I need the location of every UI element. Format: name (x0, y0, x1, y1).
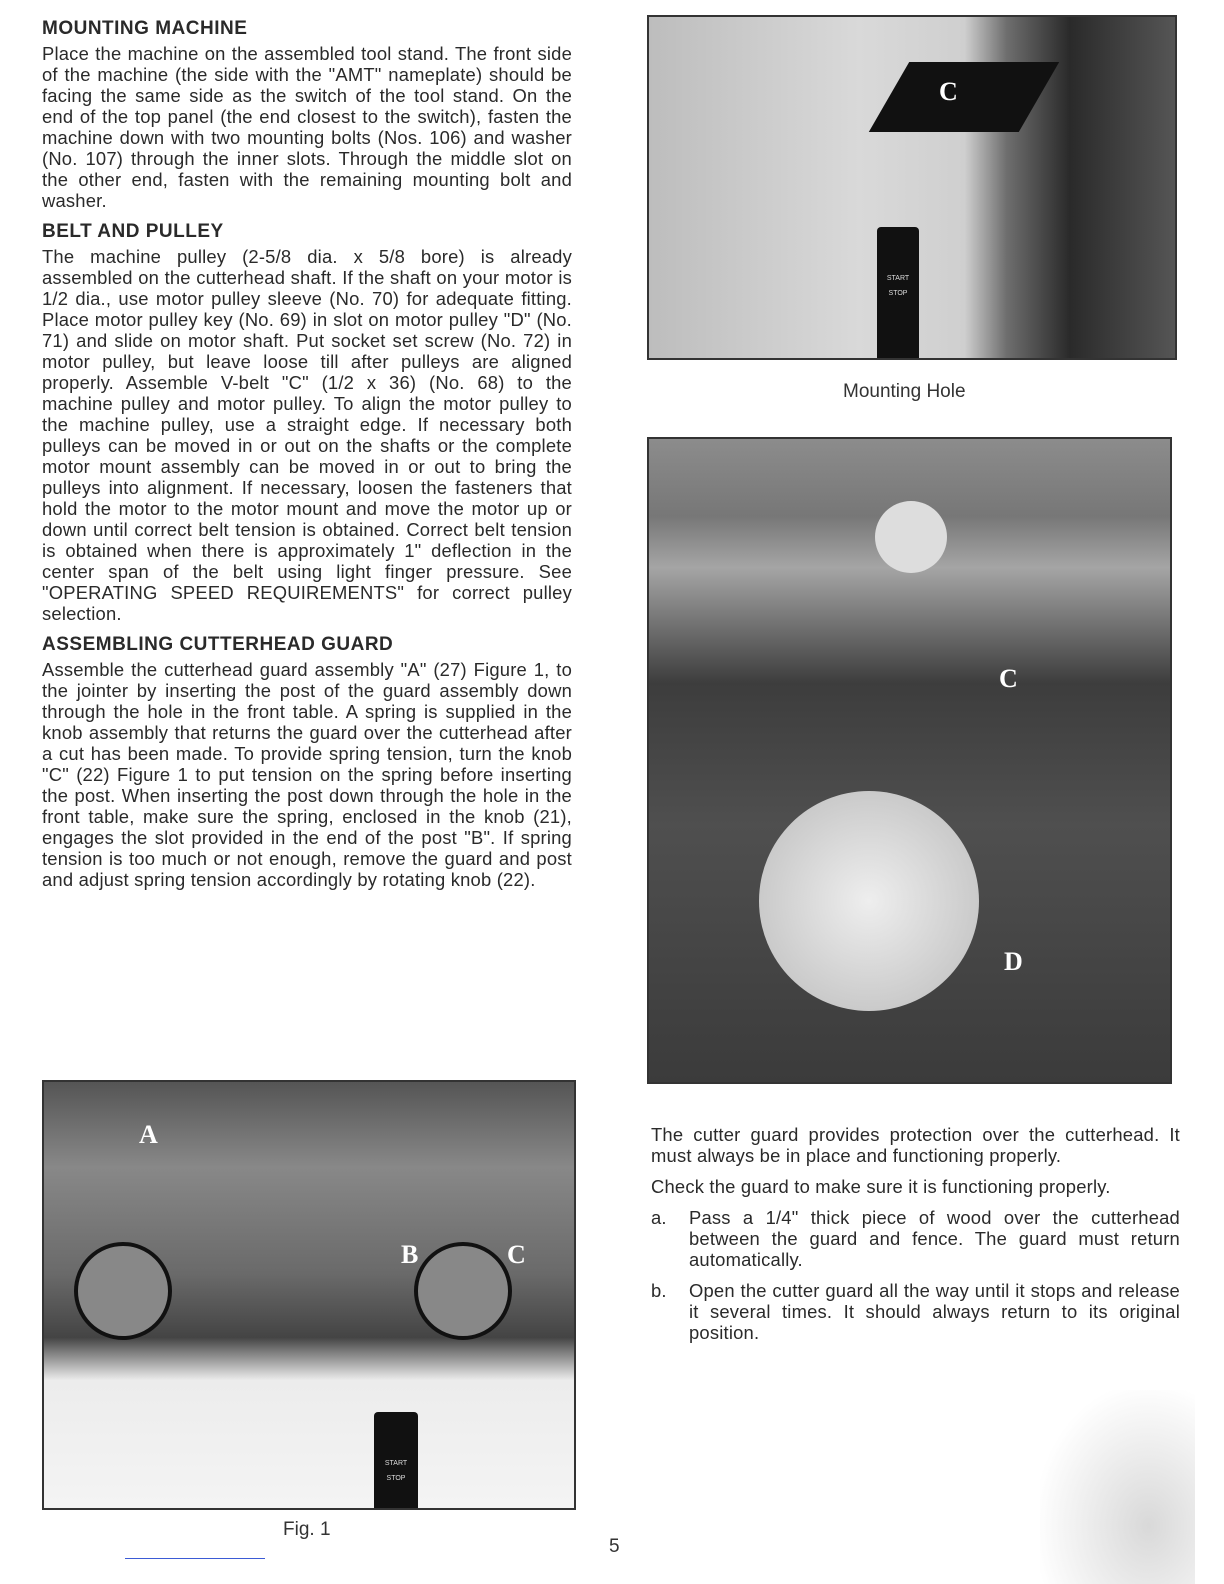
switch-box (877, 227, 919, 360)
paragraph-cutterhead-guard: Assemble the cutterhead guard assembly "A" (27) Figure 1, to the jointer by inserting the post of the guard assembly down through the hole in the front table. A spring is supplied in the knob assembly that returns the guard over the cutterhead after a cut has been made. To provide spring tension, turn the knob "C" (22) Figure 1 to put tension on the spring before inserting the post. When inserting the post down through the hole in the front table, make sure the spring, enclosed in the knob (21), engages the slot provided in the end of the post "B". If spring tension is too much or not enough, remove the guard and post and adjust spring tension accordingly by rotating knob (22). (42, 659, 572, 890)
motor-pulley (759, 791, 979, 1011)
photo-label-d: D (1004, 947, 1023, 976)
photo-label-c: C (507, 1240, 526, 1269)
heading-mounting-machine: MOUNTING MACHINE (42, 18, 248, 39)
photo-label-b: B (401, 1240, 419, 1269)
photo-label-c: C (999, 664, 1018, 693)
list-text: Pass a 1/4" thick piece of wood over the cutterhead between the guard and fence. The guard must return automatically. (689, 1207, 1180, 1270)
figure-1-photo (42, 1080, 576, 1510)
right-knob (414, 1242, 512, 1340)
mounting-hole-photo (647, 15, 1177, 360)
switch-box (374, 1412, 418, 1510)
switch-start-text: START (384, 1460, 408, 1467)
list-marker: a. (651, 1207, 667, 1228)
figure-1-caption: Fig. 1 (283, 1519, 331, 1540)
paragraph-mounting-machine: Place the machine on the assembled tool stand. The front side of the machine (the side with the "AMT" nameplate) should be facing the same side as the switch of the tool stand. On the end of the top panel (the end closest to the switch), fasten the machine down with two mounting bolts (Nos. 106) and washer (No. 107) through the inner slots. Through the middle slot on the other end, fasten with the remaining mounting bolt and washer. (42, 43, 572, 211)
list-item (651, 1207, 1180, 1270)
paragraph-belt-pulley: The machine pulley (2-5/8 dia. x 5/8 bore) is already assembled on the cutterhead shaft. If the shaft on your motor is 1/2 dia., use motor pulley sleeve (No. 70) for adequate fitting. Place motor pulley key (No. 69) in slot on motor pulley "D" (No. 71) and slide on motor shaft. Put socket set screw (No. 72) in motor pulley, but leave loose till after pulleys are aligned properly. Assemble V-belt "C" (1/2 x 36) (No. 68) to the machine pulley and motor pulley. To align the motor pulley to the machine pulley, use a straight edge. If necessary both pulleys can be moved in or out on the shafts or the complete motor mount assembly can be moved in or out to bring the pulleys into alignment. If necessary, loosen the fasteners that hold the motor to the motor mount and move the motor up or down until correct belt tension is obtained. Correct belt tension is obtained when there is approximately 1" deflection in the center span of the belt using light finger pressure. See "OPERATING SPEED REQUIREMENTS" for correct pulley selection. (42, 246, 572, 624)
photo-label-c: C (939, 77, 958, 106)
right-column (651, 1124, 1180, 1353)
scan-line (125, 1558, 265, 1559)
check-guard-paragraph: Check the guard to make sure it is functioning properly. (651, 1176, 1111, 1197)
list-text: Open the cutter guard all the way until it stops and release it several times. It should always return to its original position. (689, 1280, 1180, 1343)
heading-belt-pulley: BELT AND PULLEY (42, 221, 224, 242)
scan-smudge (1040, 1390, 1195, 1584)
pulley-photo (647, 437, 1172, 1084)
list-marker: b. (651, 1280, 667, 1301)
switch-stop-text: STOP (386, 1475, 406, 1482)
switch-stop-text: STOP (888, 290, 908, 297)
photo-label-a: A (139, 1120, 158, 1149)
mounting-hole-caption: Mounting Hole (843, 381, 966, 402)
left-knob (74, 1242, 172, 1340)
page-number: 5 (609, 1536, 620, 1557)
guard-paragraph: The cutter guard provides protection over the cutterhead. It must always be in place and functioning properly. (651, 1124, 1180, 1166)
switch-start-text: START (886, 275, 910, 282)
heading-cutterhead-guard: ASSEMBLING CUTTERHEAD GUARD (42, 634, 394, 655)
list-item (651, 1280, 1180, 1343)
left-column (42, 18, 572, 900)
mounting-hole-shape (869, 62, 1059, 132)
machine-pulley (875, 501, 947, 573)
